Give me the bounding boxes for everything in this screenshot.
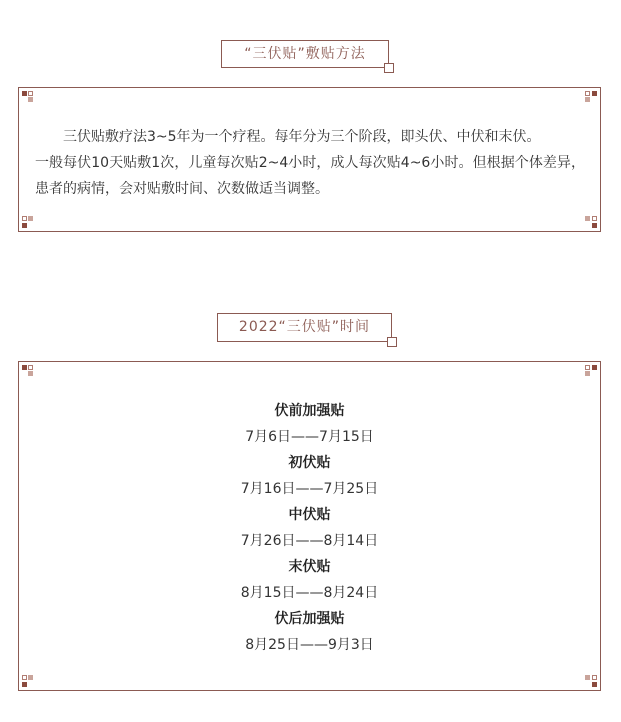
schedule-item-dates: 7月6日——7月15日 bbox=[245, 429, 374, 445]
schedule-list bbox=[19, 398, 600, 658]
schedule-item-name: 伏后加强贴 bbox=[274, 611, 345, 627]
schedule-item-dates: 8月15日——8月24日 bbox=[240, 585, 379, 601]
title-corner-ornament bbox=[387, 337, 397, 347]
corner-ornament-bottom-left bbox=[22, 675, 34, 687]
corner-ornament-bottom-right bbox=[585, 216, 597, 228]
corner-ornament-top-left bbox=[22, 91, 34, 103]
corner-ornament-bottom-right bbox=[585, 675, 597, 687]
corner-ornament-top-left bbox=[22, 365, 34, 377]
schedule-item-name: 末伏贴 bbox=[288, 559, 331, 575]
section-title-text: “三伏贴”敷贴方法 bbox=[244, 46, 366, 62]
section-title-application-method bbox=[221, 40, 389, 68]
corner-ornament-top-right bbox=[585, 365, 597, 377]
method-paragraph bbox=[35, 124, 585, 202]
section-title-text: 2022“三伏贴”时间 bbox=[238, 319, 371, 335]
corner-ornament-top-right bbox=[585, 91, 597, 103]
method-paragraph-rest: 一般每伏10天贴敷1次，儿童每次贴2~4小时，成人每次贴4~6小时。但根据个体差异，患者的病情，会对贴敷时间、次数做适当调整。 bbox=[35, 155, 585, 197]
corner-ornament-bottom-left bbox=[22, 216, 34, 228]
schedule-item-dates: 7月26日——8月14日 bbox=[240, 533, 379, 549]
schedule-item-dates: 7月16日——7月25日 bbox=[240, 481, 379, 497]
schedule-item-dates: 8月25日——9月3日 bbox=[245, 637, 374, 653]
section-title-schedule bbox=[217, 313, 392, 342]
application-method-panel bbox=[18, 87, 601, 232]
schedule-panel bbox=[18, 361, 601, 691]
schedule-item-name: 伏前加强贴 bbox=[274, 403, 345, 419]
method-paragraph-lead: 三伏贴敷疗法3~5年为一个疗程。每年分为三个阶段，即头伏、中伏和末伏。 bbox=[63, 129, 541, 145]
schedule-item-name: 初伏贴 bbox=[288, 455, 331, 471]
title-corner-ornament bbox=[384, 63, 394, 73]
schedule-item-name: 中伏贴 bbox=[288, 507, 331, 523]
